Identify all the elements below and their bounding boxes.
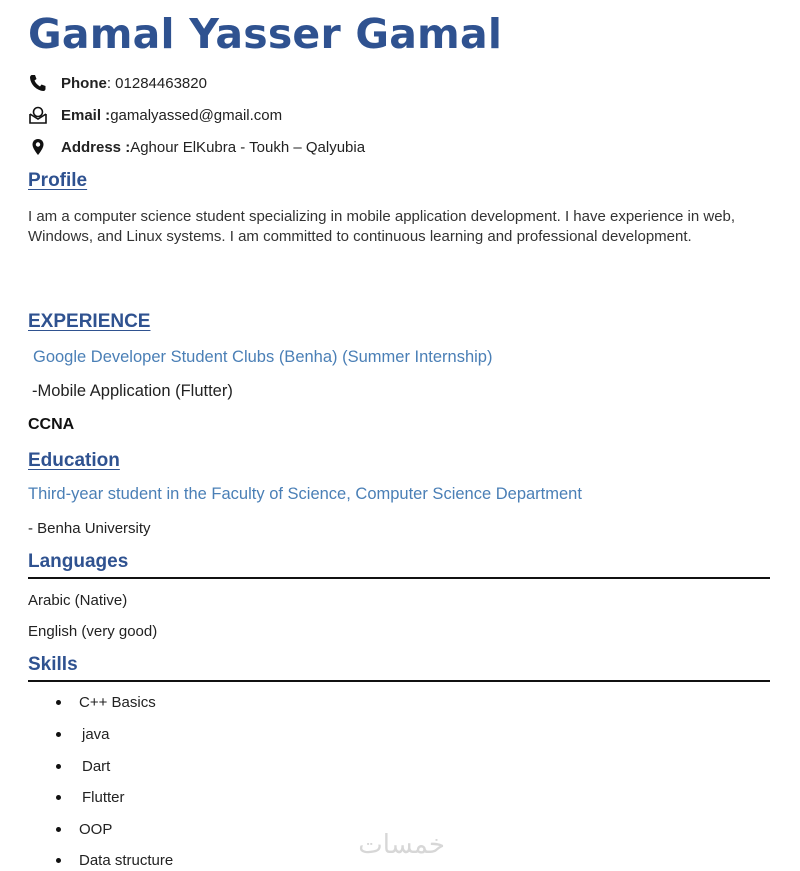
profile-heading[interactable]: Profile xyxy=(28,170,88,191)
experience-heading[interactable]: EXPERIENCE xyxy=(28,311,151,332)
skill-item xyxy=(56,821,112,838)
location-pin-icon xyxy=(28,137,48,157)
email-value: gamalyassed@gmail.com xyxy=(110,106,283,124)
skill-item xyxy=(56,852,173,869)
language-item: English (very good) xyxy=(28,623,158,640)
education-heading[interactable]: Education xyxy=(28,450,120,471)
address-value: Aghour ElKubra - Toukh – Qalyubia xyxy=(130,138,366,156)
skill-label: C++ Basics xyxy=(79,694,156,711)
experience-role: -Mobile Application (Flutter) xyxy=(32,382,233,400)
experience-org: Google Developer Student Clubs (Benha) (Summer Internship) xyxy=(33,348,493,366)
bullet-icon xyxy=(56,827,61,832)
education-university: - Benha University xyxy=(28,520,151,537)
skill-item xyxy=(56,694,156,711)
phone-value: : 01284463820 xyxy=(106,74,207,92)
certification: CCNA xyxy=(28,416,75,433)
profile-text: I am a computer science student specializing in mobile application development. I have experience in web, Windows, and Linux systems. I am committed to continuous learning and professional development. xyxy=(28,208,736,245)
email-label: Email : xyxy=(61,106,111,124)
address-label: Address : xyxy=(61,138,131,156)
skill-item xyxy=(56,758,110,775)
watermark: خمسات xyxy=(358,830,445,860)
bullet-icon xyxy=(56,764,61,769)
contact-phone xyxy=(28,73,207,93)
languages-heading: Languages xyxy=(28,551,770,579)
candidate-name: Gamal Yasser Gamal xyxy=(28,10,503,58)
bullet-icon xyxy=(56,858,61,863)
skill-label: Dart xyxy=(82,758,111,775)
phone-icon xyxy=(28,73,48,93)
skill-label: java xyxy=(82,726,110,743)
language-item: Arabic (Native) xyxy=(28,592,128,609)
skill-label: Data structure xyxy=(79,852,174,869)
contact-email xyxy=(28,105,282,125)
skill-label: Flutter xyxy=(82,789,125,806)
bullet-icon xyxy=(56,732,61,737)
phone-label: Phone xyxy=(61,74,107,92)
skill-label: OOP xyxy=(79,821,113,838)
education-degree: Third-year student in the Faculty of Science, Computer Science Department xyxy=(28,485,582,503)
skills-heading: Skills xyxy=(28,654,770,682)
skill-item xyxy=(56,789,125,806)
skill-item xyxy=(56,726,110,743)
bullet-icon xyxy=(56,795,61,800)
bullet-icon xyxy=(56,700,61,705)
contact-address xyxy=(28,137,365,157)
email-icon xyxy=(28,105,48,125)
